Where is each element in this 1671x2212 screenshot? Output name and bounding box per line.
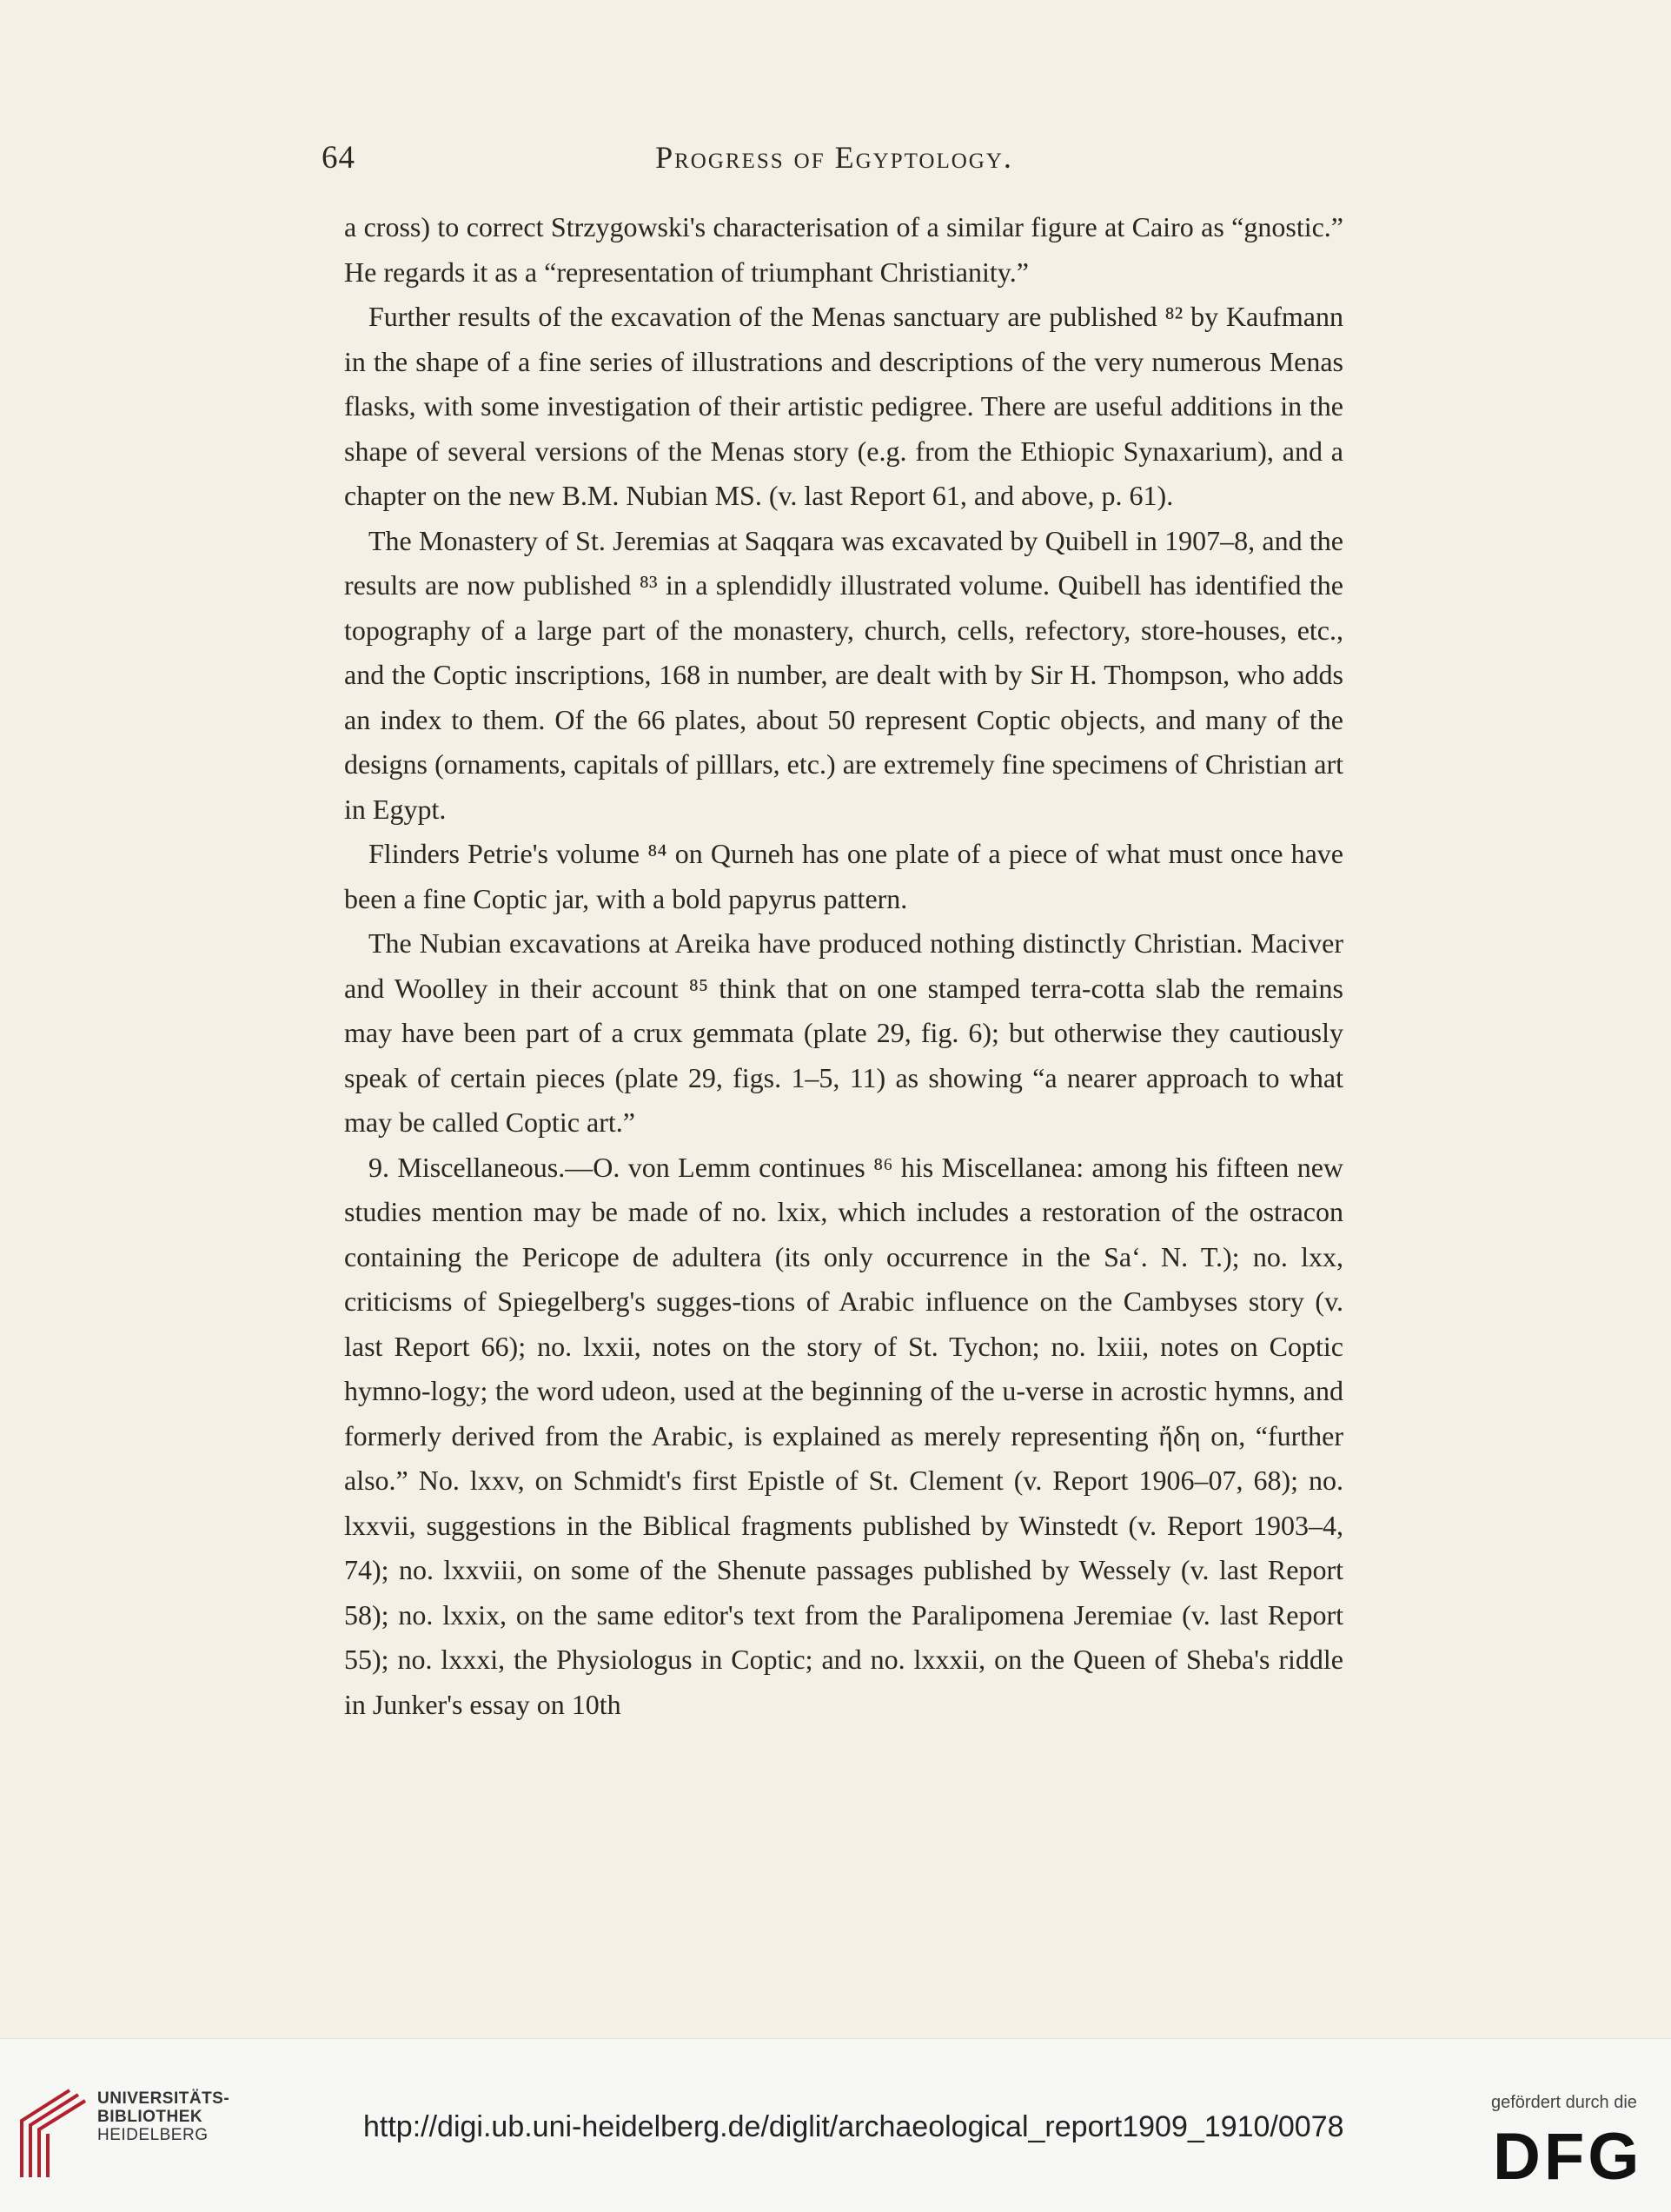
running-head: Progress of Egyptology.	[655, 140, 1013, 175]
paragraph-3: The Monastery of St. Jeremias at Saqqara was excavated by Quibell in 1907–8, and the results are now published ⁸³ in a splendidly illustrated volume. Quibell has identified the topography of a large part of the monastery, church, cells, refectory, store-houses, etc., and the Coptic inscriptions, 168 in number, are dealt with by Sir H. Thompson, who adds an index to them. Of the 66 plates, about 50 represent Coptic objects, and many of the designs (ornaments, capitals of pilllars, etc.) are extremely fine specimens of Christian art in Egypt.	[344, 524, 1343, 825]
paragraph-2: Further results of the excavation of the Menas sanctuary are published ⁸² by Kaufmann in the shape of a fine series of illustrations and descriptions of the very numerous Menas flasks, with some investigation of their artistic pedigree. There are useful additions in the shape of several versions of the Menas story (e.g. from the Ethiopic Synaxarium), and a chapter on the new B.M. Nubian MS. (v. last Report 61, and above, p. 61).	[344, 301, 1343, 511]
library-name-line2: BIBLIOTHEK	[97, 2108, 203, 2126]
paragraph-4: Flinders Petrie's volume ⁸⁴ on Qurneh has one plate of a piece of what must once have been a fine Coptic jar, with a bold papyrus pattern.	[344, 838, 1343, 914]
dfg-logo[interactable]: DFG	[1493, 2120, 1643, 2194]
paragraph-1: a cross) to correct Strzygowski's characterisation of a similar figure at Cairo as “gnostic.” He regards it as a “representation of triumphant Christianity.”	[344, 211, 1343, 288]
paragraph-6: 9. Miscellaneous.—O. von Lemm continues ⁸⁶ his Miscellanea: among his fifteen new studies mention may be made of no. lxix, which includes a restoration of the ostracon containing the Pericope de adultera (its only occurrence in the Sa‘. N. T.); no. lxx, criticisms of Spiegelberg's sugges-tions of Arabic influence on the Cambyses story (v. last Report 66); no. lxxii, notes on the story of St. Tychon; no. lxiii, notes on Coptic hymno-logy; the word udeon, used at the beginning of the u-verse in acrostic hymns, and formerly derived from the Arabic, is explained as merely representing ἤδη on, “further also.” No. lxxv, on Schmidt's first Epistle of St. Clement (v. Report 1906–07, 68); no. lxxvii, suggestions in the Biblical fragments published by Winstedt (v. Report 1903–4, 74); no. lxxviii, on some of the Shenute passages published by Wessely (v. last Report 58); no. lxxix, on the same editor's text from the Paralipomena Jeremiae (v. last Report 55); no. lxxxi, the Physiologus in Coptic; and no. lxxxii, on the Queen of Sheba's riddle in Junker's essay on 10th	[344, 1151, 1343, 1720]
library-name-line3: HEIDELBERG	[97, 2126, 209, 2144]
library-name-line1: UNIVERSITÄTS-	[97, 2089, 230, 2108]
funding-caption: gefördert durch die	[1491, 2093, 1637, 2112]
page-header	[322, 139, 1347, 183]
body-text	[344, 205, 1343, 1727]
library-logo-icon[interactable]	[17, 2086, 87, 2182]
permalink-url[interactable]: http://digi.ub.uni-heidelberg.de/diglit/archaeological_report1909_1910/0078	[363, 2110, 1344, 2143]
paragraph-5: The Nubian excavations at Areika have produced nothing distinctly Christian. Maciver and Woolley in their account ⁸⁵ think that on one stamped terra-cotta slab the remains may have been part of a crux gemmata (plate 29, fig. 6); but otherwise they cautiously speak of certain pieces (plate 29, figs. 1–5, 11) as showing “a nearer approach to what may be called Coptic art.”	[344, 927, 1343, 1138]
library-name[interactable]	[97, 2089, 229, 2144]
page-number: 64	[322, 140, 355, 176]
